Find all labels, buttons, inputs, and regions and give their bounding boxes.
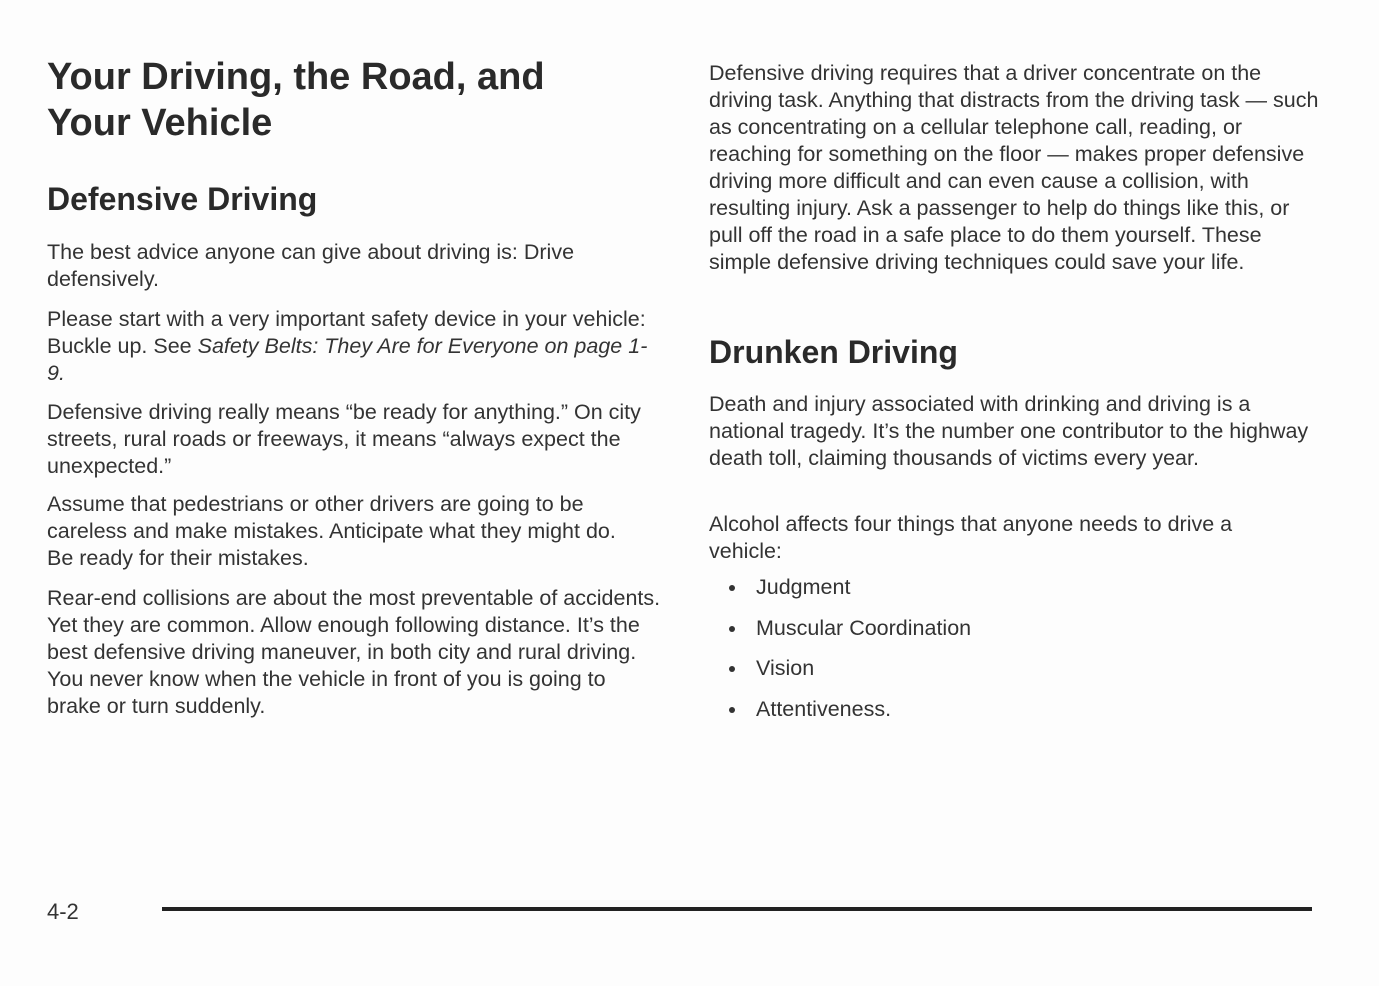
paragraph-pedestrians (47, 491, 637, 572)
paragraph-rear-end (47, 585, 665, 720)
paragraph-text: The best advice anyone can give about driving is: Drive defensively. (47, 240, 575, 291)
list-item (709, 696, 971, 737)
alcohol-effects-list (709, 574, 971, 736)
paragraph-text: Defensive driving requires that a driver concentrate on the driving task. Anything that distracts from the driving task — such as concentrating on a cellular telephone call, reading, or reaching for something on the floor — makes proper defensive driving more difficult and can even cause a collision, with resulting injury. Ask a passenger to help do things like this, or pull off the road in a safe place to do them yourself. These simple defensive driving techniques could save your life. (709, 61, 1319, 274)
bullet-icon (729, 585, 735, 591)
paragraph-alcohol-affects (709, 511, 1309, 565)
bullet-icon (729, 626, 735, 632)
bullet-icon (729, 666, 735, 672)
paragraph-text: Rear-end collisions are about the most preventable of accidents. Yet they are common. Allow enough following distance. It’s the best defensive driving maneuver, in both city and rural driving. You never know when the vehicle in front of you is going to brake or turn suddenly. (47, 586, 661, 718)
paragraph-text (47, 306, 652, 387)
page-number: 4-2 (47, 899, 79, 924)
paragraph-be-ready (47, 399, 652, 480)
paragraph-text-pre: Please start with a very important safety device in your vehicle: Buckle up. See (47, 307, 646, 358)
page-title-line2: Your Vehicle (47, 102, 273, 144)
list-item (709, 655, 971, 696)
page-title-line1: Your Driving, the Road, and (47, 56, 545, 98)
list-item-label: Vision (756, 656, 815, 680)
paragraph-text: Defensive driving really means “be ready for anything.” On city streets, rural roads or freeways, it means “always expect the unexpected.” (47, 400, 641, 478)
list-item-label: Judgment (756, 575, 851, 599)
list-item (709, 574, 971, 615)
page-title (47, 54, 647, 146)
paragraph-text: Death and injury associated with drinking and driving is a national tragedy. It’s the number one contributor to the highway death toll, claiming thousands of victims every year. (709, 392, 1309, 470)
section-heading-drunken-driving: Drunken Driving (709, 334, 958, 370)
cross-reference-link[interactable]: Safety Belts: They Are for Everyone on page 1-9. (47, 334, 648, 385)
paragraph-text: Alcohol affects four things that anyone needs to drive a vehicle: (709, 512, 1233, 563)
paragraph-best-advice (47, 239, 657, 293)
section-heading-defensive-driving: Defensive Driving (47, 181, 318, 217)
paragraph-concentrate (709, 60, 1319, 276)
paragraph-buckle-up (47, 306, 652, 387)
list-item-label: Attentiveness. (756, 696, 892, 721)
paragraph-text: Assume that pedestrians or other drivers are going to be careless and make mistakes. Anticipate what they might do. Be ready for their mistakes. (47, 492, 616, 570)
list-item-label: Muscular Coordination (756, 615, 972, 640)
paragraph-death-injury (709, 391, 1309, 472)
bullet-icon (729, 707, 735, 713)
list-item (709, 615, 971, 656)
footer-divider (162, 907, 1312, 911)
